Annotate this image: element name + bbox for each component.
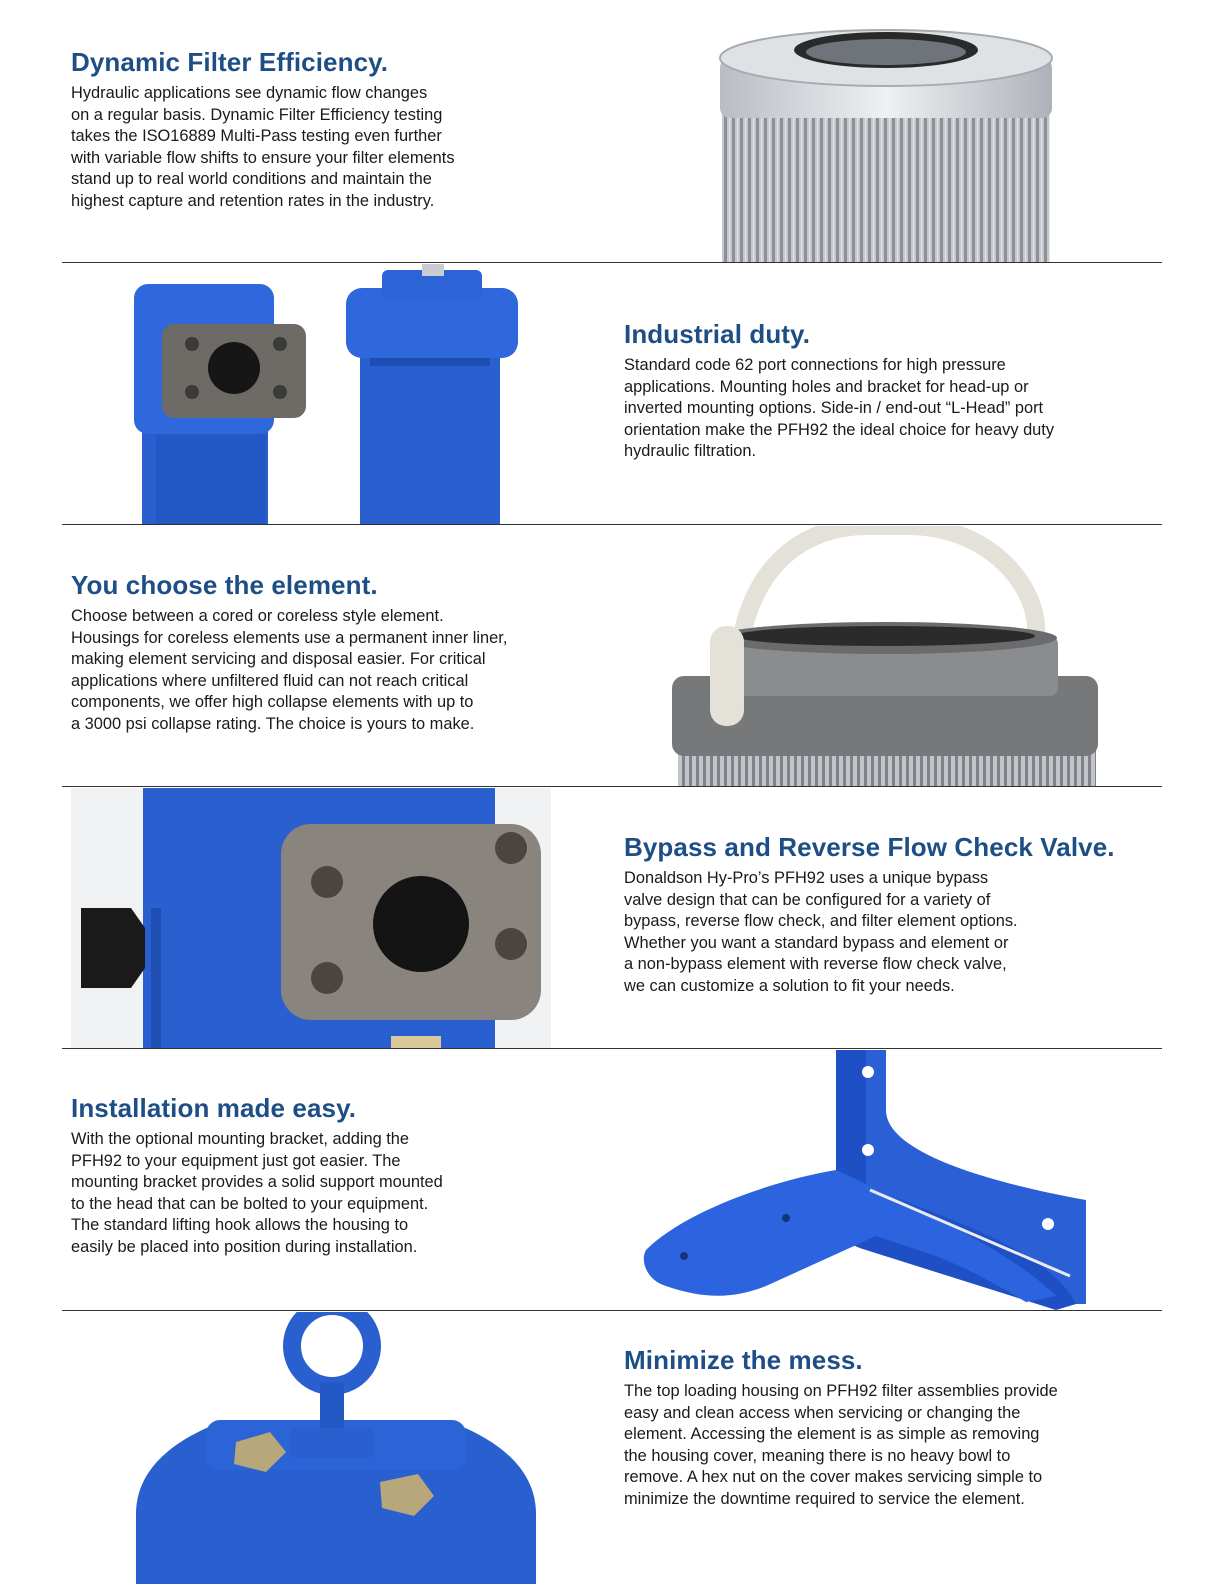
body-line: Hydraulic applications see dynamic flow changes	[71, 84, 428, 102]
element-with-handle-photo	[668, 526, 1104, 786]
body-line: Donaldson Hy-Pro’s PFH92 uses a unique bypass	[624, 869, 989, 887]
body-line: Whether you want a standard bypass and element or	[624, 933, 1009, 952]
body-line: inverted mounting options. Side-in / end-out “L-Head” port	[624, 399, 1044, 418]
body-line: takes the ISO16889 Multi-Pass testing even further	[71, 127, 442, 146]
body-line: we can customize a solution to fit your needs.	[624, 976, 955, 995]
section-divider	[62, 1048, 1162, 1049]
section-body	[624, 1381, 1184, 1511]
section-heading: Installation made easy.	[71, 1093, 357, 1123]
body-line: valve design that can be configured for a variety of	[624, 890, 991, 909]
section-heading: Minimize the mess.	[624, 1345, 863, 1375]
filter-housing-photo	[120, 264, 540, 524]
section-bypass-reverse-flow	[624, 832, 1184, 998]
lifting-hook-photo	[136, 1312, 536, 1584]
body-line: The standard lifting hook allows the housing to	[71, 1216, 409, 1235]
section-divider	[62, 524, 1162, 525]
section-heading: Industrial duty.	[624, 319, 811, 349]
body-line: with variable flow shifts to ensure your filter elements	[71, 148, 455, 167]
section-body	[71, 1129, 611, 1259]
body-line: The top loading housing on PFH92 filter assemblies provide	[624, 1382, 1058, 1400]
body-line: mounting bracket provides a solid support mounted	[71, 1173, 443, 1192]
mounting-bracket-photo	[640, 1050, 1100, 1310]
body-line: a non-bypass element with reverse flow check valve,	[624, 955, 1007, 974]
body-line: stand up to real world conditions and maintain the	[71, 170, 432, 189]
body-line: on a regular basis. Dynamic Filter Efficiency testing	[71, 105, 443, 124]
section-divider	[62, 786, 1162, 787]
section-minimize-the-mess	[624, 1345, 1184, 1511]
section-you-choose-the-element	[71, 570, 611, 736]
body-line: the housing cover, meaning there is no heavy bowl to	[624, 1446, 1011, 1465]
body-line: components, we offer high collapse elements with up to	[71, 693, 474, 712]
body-line: applications. Mounting holes and bracket for head-up or	[624, 377, 1029, 396]
body-line: highest capture and retention rates in the industry.	[71, 191, 435, 210]
section-body	[624, 868, 1184, 998]
body-line: PFH92 to your equipment just got easier. The	[71, 1151, 401, 1170]
body-line: hydraulic filtration.	[624, 442, 757, 461]
section-divider	[62, 1310, 1162, 1311]
body-line: easy and clean access when servicing or changing the	[624, 1403, 1021, 1422]
body-line: to the head that can be bolted to your equipment.	[71, 1194, 429, 1213]
section-heading: You choose the element.	[71, 570, 378, 600]
port-flange-photo	[71, 788, 551, 1048]
section-heading: Bypass and Reverse Flow Check Valve.	[624, 832, 1115, 862]
body-line: bypass, reverse flow check, and filter element options.	[624, 912, 1018, 931]
section-industrial-duty	[624, 319, 1164, 463]
section-heading: Dynamic Filter Efficiency.	[71, 47, 389, 77]
section-installation-made-easy	[71, 1093, 611, 1259]
body-line: With the optional mounting bracket, adding the	[71, 1130, 410, 1148]
section-body	[71, 606, 611, 736]
body-line: making element servicing and disposal easier. For critical	[71, 650, 486, 669]
body-line: a 3000 psi collapse rating. The choice is yours to make.	[71, 714, 475, 733]
body-line: minimize the downtime required to service the element.	[624, 1489, 1025, 1508]
section-body	[71, 83, 611, 213]
body-line: Standard code 62 port connections for high pressure	[624, 356, 1006, 374]
filter-element-photo	[716, 28, 1056, 262]
body-line: element. Accessing the element is as simple as removing	[624, 1425, 1040, 1444]
body-line: Housings for coreless elements use a permanent inner liner,	[71, 628, 508, 647]
body-line: easily be placed into position during installation.	[71, 1237, 418, 1256]
body-line: applications where unfiltered fluid can not reach critical	[71, 671, 469, 690]
body-line: orientation make the PFH92 the ideal choice for heavy duty	[624, 420, 1055, 439]
section-divider	[62, 262, 1162, 263]
body-line: Choose between a cored or coreless style element.	[71, 607, 444, 625]
section-dynamic-filter-efficiency	[71, 47, 611, 213]
body-line: remove. A hex nut on the cover makes servicing simple to	[624, 1468, 1043, 1487]
section-body	[624, 355, 1164, 463]
